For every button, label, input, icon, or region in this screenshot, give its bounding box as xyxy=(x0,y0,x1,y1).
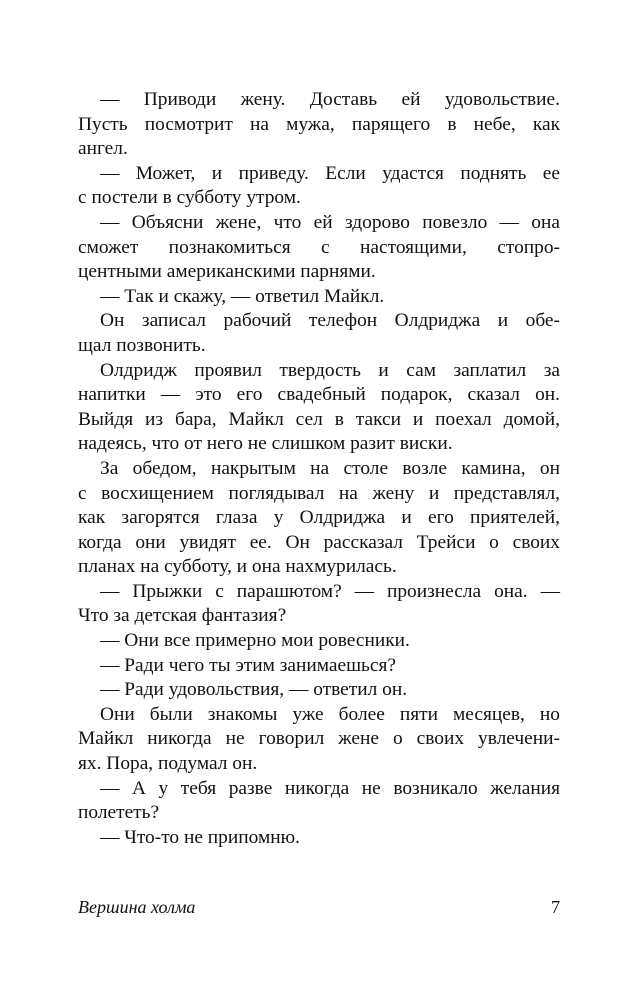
paragraph xyxy=(78,703,560,777)
page-text xyxy=(78,88,560,850)
text-line: надеясь, что от него не слишком разит виски. xyxy=(78,433,453,455)
text-line: Майкл никогда не говорил жене о своих увлечени- xyxy=(78,728,560,750)
paragraph xyxy=(78,88,560,162)
text-line: — А у тебя разве никогда не возникало желания xyxy=(100,777,560,799)
text-line: — Приводи жену. Доставь ей удовольствие. xyxy=(100,89,560,110)
text-line: — Что-то не припомню. xyxy=(100,826,300,848)
text-line: сможет познакомиться с настоящими, стопро- xyxy=(78,236,560,258)
text-line: — Ради чего ты этим занимаешься? xyxy=(100,654,397,676)
text-line: — Может, и приведу. Если удастся поднять ее xyxy=(100,162,560,184)
text-line: — Объясни жене, что ей здорово повезло — она xyxy=(100,211,560,233)
text-line: как загорятся глаза у Олдриджа и его приятелей, xyxy=(78,507,560,529)
paragraph xyxy=(78,457,560,580)
text-line: Пусть посмотрит на мужа, парящего в небе, как xyxy=(78,113,560,135)
text-line: напитки — это его свадебный подарок, сказал он. xyxy=(78,384,560,406)
paragraph xyxy=(78,162,560,211)
paragraph xyxy=(78,654,560,679)
paragraph xyxy=(78,629,560,654)
text-line: центными американскими парнями. xyxy=(78,261,376,283)
text-line: щал позвонить. xyxy=(78,334,206,356)
text-line: — Прыжки с парашютом? — произнесла она. — xyxy=(100,580,560,602)
text-line: — Они все примерно мои ровесники. xyxy=(100,630,410,652)
text-line: Олдридж проявил твердость и сам заплатил за xyxy=(100,359,560,381)
text-line: Выйдя из бара, Майкл сел в такси и поехал домой, xyxy=(78,408,560,430)
text-line: За обедом, накрытым на столе возле камина, он xyxy=(100,457,560,479)
running-title: Вершина холма xyxy=(78,897,196,917)
paragraph xyxy=(78,826,560,851)
paragraph xyxy=(78,211,560,285)
paragraph xyxy=(78,285,560,310)
text-line: — Ради удовольствия, — ответил он. xyxy=(100,679,408,701)
text-line: Что за детская фантазия? xyxy=(78,605,287,627)
text-line: с постели в субботу утром. xyxy=(78,187,301,209)
text-line: когда они увидят ее. Он рассказал Трейси о своих xyxy=(78,531,560,553)
text-line: ях. Пора, подумал он. xyxy=(78,753,258,775)
paragraph xyxy=(78,678,560,703)
text-line: ангел. xyxy=(78,138,128,160)
text-line: Он записал рабочий телефон Олдриджа и обе- xyxy=(100,310,560,332)
paragraph xyxy=(78,580,560,629)
paragraph xyxy=(78,777,560,826)
text-line: с восхищением поглядывал на жену и представлял, xyxy=(78,482,560,504)
text-line: планах на субботу, и она нахмурилась. xyxy=(78,556,397,578)
page-number: 7 xyxy=(551,897,560,917)
paragraph xyxy=(78,359,560,457)
text-line: полететь? xyxy=(78,802,160,824)
paragraph xyxy=(78,309,560,358)
text-line: — Так и скажу, — ответил Майкл. xyxy=(100,285,385,307)
text-line: Они были знакомы уже более пяти месяцев, но xyxy=(100,703,560,725)
